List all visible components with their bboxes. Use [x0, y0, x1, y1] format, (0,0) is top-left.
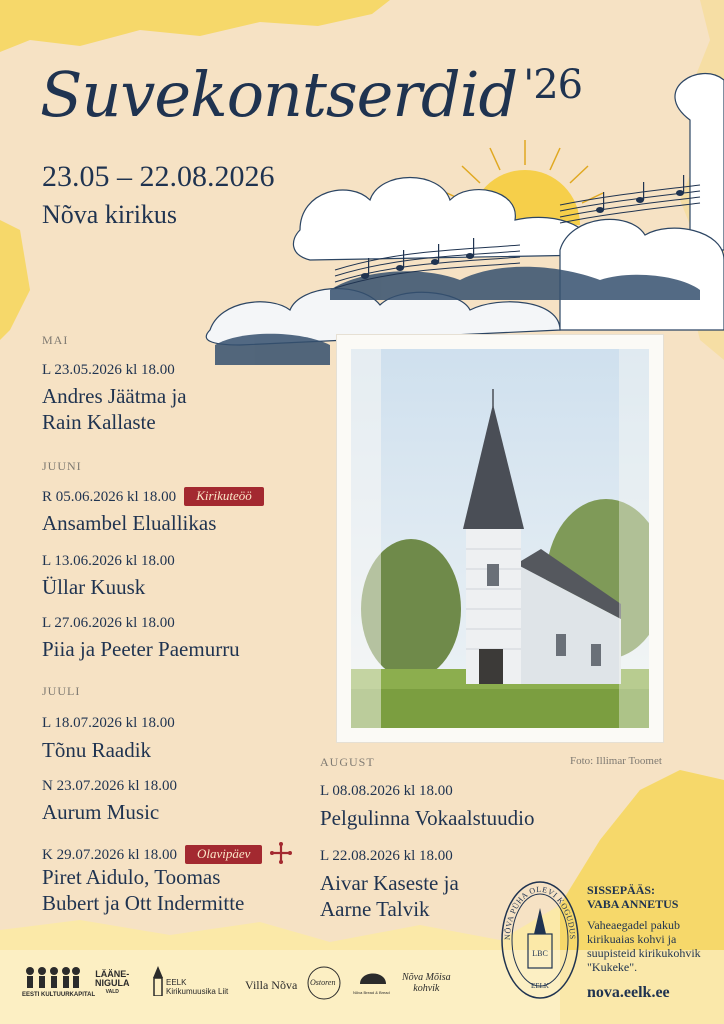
month-heading-may: MAI — [42, 333, 69, 347]
event-name: Ansambel Eluallikas — [42, 511, 217, 535]
eelk-logo-text — [166, 978, 228, 996]
seal-ring-text: NÕVA PÜHA OLEVI KOGUDUS — [502, 884, 578, 941]
event-date: L 13.06.2026 kl 18.00 — [42, 553, 175, 569]
event-name-line: Piret Aidulo, Toomas — [42, 865, 221, 889]
kulka-logo-text: EESTI KULTUURKAPITAL — [22, 992, 96, 998]
event-name — [42, 864, 244, 916]
title-year: '26 — [523, 62, 583, 108]
laane-nigula-logo — [95, 970, 130, 997]
event-tag: Olavipäev — [185, 845, 262, 864]
kulka-logo-icon — [22, 965, 82, 989]
event-date: L 18.07.2026 kl 18.00 — [42, 715, 175, 731]
cross-icon — [270, 842, 292, 864]
event-name: Piia ja Peeter Paemurru — [42, 637, 240, 661]
title-text: Suvekontserdid — [40, 58, 518, 131]
eelk-line2: Kirikumuusika Liit — [166, 987, 229, 996]
event-name: Pelgulinna Vokaalstuudio — [320, 806, 535, 830]
event-name-line: Bubert ja Ott Indermitte — [42, 891, 245, 915]
eelk-logo-icon — [152, 966, 164, 996]
seal-center-text: LBC — [532, 949, 548, 958]
event-date: N 23.07.2026 kl 18.00 — [42, 778, 177, 794]
kohvik-line1: Nõva Mõisa — [402, 972, 451, 983]
event-tag: Kirikuteöö — [184, 487, 264, 506]
venue: Nõva kirikus — [42, 200, 178, 229]
month-heading-august: AUGUST — [320, 755, 375, 769]
laane-line1: LÄÄNE- — [95, 969, 130, 979]
photo-credit: Foto: Illimar Toomet — [570, 755, 662, 767]
kohvik-line2: kohvik — [413, 983, 440, 994]
kohvik-logo — [402, 972, 451, 994]
poster-title — [40, 58, 582, 131]
entrance-info: SISSEPÄÄS: VABA ANNETUS — [587, 883, 679, 911]
website-link[interactable]: nova.eelk.ee — [587, 984, 670, 1001]
event-name — [42, 383, 187, 435]
eelk-line1: EELK — [166, 978, 187, 987]
cafe-info: Vaheaegadel pakub kirikuaias kohvi ja suupisteid kirikukohvik "Kukeke". — [587, 918, 701, 974]
event-date: L 08.08.2026 kl 18.00 — [320, 783, 453, 799]
event-name: Üllar Kuusk — [42, 575, 146, 599]
date-range: 23.05 – 22.08.2026 — [42, 160, 275, 193]
event-name: Aurum Music — [42, 800, 160, 824]
seal-bottom-text: EELK — [531, 982, 549, 990]
laane-line2: NIGULA — [95, 978, 130, 988]
laane-line3: VALD — [105, 989, 119, 995]
ostoren-logo-text: Ostoren — [310, 978, 336, 987]
bakery-logo-icon — [358, 966, 388, 986]
event-date: K 29.07.2026 kl 18.00 — [42, 847, 177, 863]
event-name-line: Andres Jäätma ja — [42, 384, 187, 408]
event-name — [320, 870, 459, 922]
church-photo-frame — [337, 335, 663, 742]
villa-nova-logo: Villa Nõva — [245, 978, 298, 992]
event-date: L 27.06.2026 kl 18.00 — [42, 615, 175, 631]
event-name-line: Rain Kallaste — [42, 410, 156, 434]
event-date-row — [42, 487, 264, 506]
event-name-line: Aarne Talvik — [320, 897, 430, 921]
event-date: L 23.05.2026 kl 18.00 — [42, 362, 175, 378]
month-heading-june: JUUNI — [42, 459, 82, 473]
congregation-seal — [500, 880, 580, 1000]
church-photo — [351, 349, 649, 728]
event-date: L 22.08.2026 kl 18.00 — [320, 848, 453, 864]
event-name-line: Aivar Kaseste ja — [320, 871, 459, 895]
event-name: Tõnu Raadik — [42, 738, 152, 762]
event-date-row — [42, 842, 292, 864]
month-heading-july: JUULI — [42, 684, 81, 698]
bakery-logo-text: Nõva Bread & Bread — [353, 990, 390, 995]
event-date: R 05.06.2026 kl 18.00 — [42, 489, 177, 505]
